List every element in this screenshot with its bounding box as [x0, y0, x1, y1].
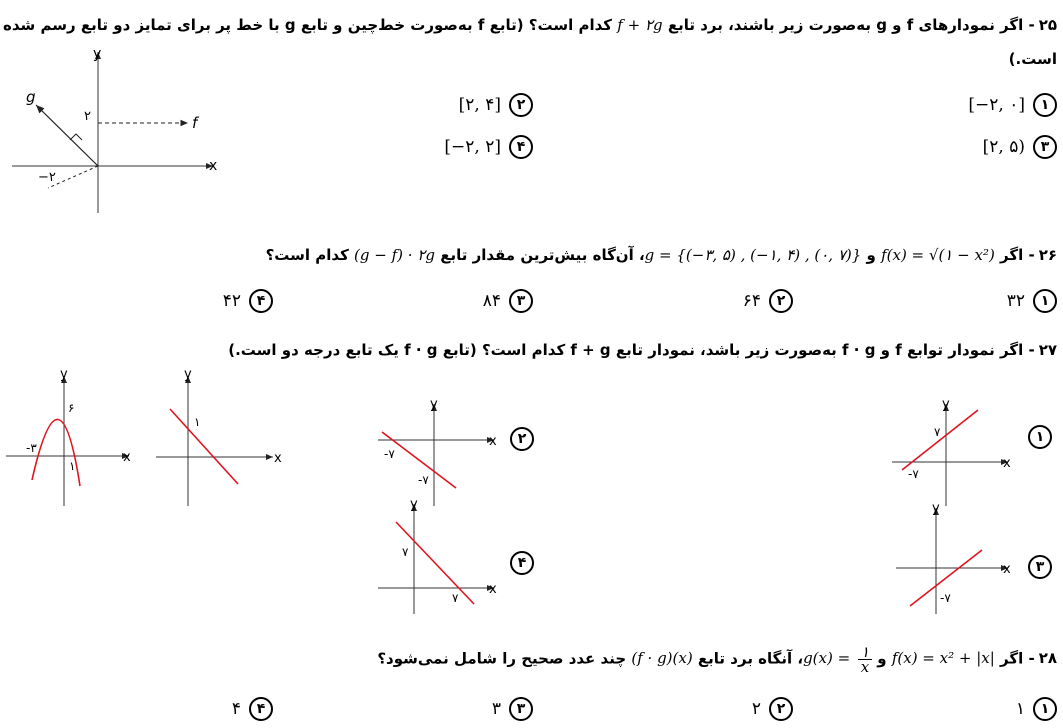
- q27-fg-y-label: y: [60, 367, 68, 382]
- q27-f-y-label: y: [184, 367, 192, 382]
- q27-option-4[interactable]: [510, 550, 534, 576]
- q26-option-3[interactable]: [483, 288, 533, 314]
- q26-stem-a: - اگر: [1000, 246, 1035, 264]
- q27-option-2-badge: ۲: [510, 427, 534, 451]
- q26-option-4[interactable]: [223, 288, 273, 314]
- q25-label-2: ۲: [84, 109, 91, 124]
- q27-o2-y-label: y: [430, 397, 438, 412]
- q26-stem-b: ، آن‌گاه بیش‌ترین مقدار تابع: [440, 246, 645, 264]
- q27-option-1[interactable]: [1028, 424, 1052, 450]
- q25-stem-c: است.): [1008, 50, 1057, 68]
- q26-stem: [266, 244, 1057, 266]
- q25-option-4[interactable]: [444, 134, 533, 160]
- q27-o2-label-b: -۷: [418, 473, 429, 487]
- q28-gx-num: ۱: [858, 645, 872, 660]
- q25-stem-line1: [3, 14, 1057, 36]
- q25-y-label: y: [93, 46, 102, 62]
- q28-option-2[interactable]: [752, 696, 793, 722]
- q28-option-1-badge: ۱: [1033, 697, 1057, 721]
- q26-option-4-text: ۴۲: [222, 291, 241, 311]
- q25-graph: [8, 48, 228, 218]
- q28-option-4-text: ۴: [231, 699, 241, 719]
- q27-o1-label-7: ۷: [934, 425, 941, 439]
- q28-fx: f(x) = x² + |x|: [891, 649, 995, 668]
- q27-fg-label-neg3: -۳: [26, 441, 37, 455]
- q27-o2-x-label: x: [489, 434, 497, 449]
- q28-option-2-text: ۲: [751, 699, 761, 719]
- q27-o3-y-label: y: [932, 501, 940, 516]
- q28-gx-left: g(x) =: [803, 649, 851, 667]
- q25-stem-b: کدام است؟ (تابع f به‌صورت خط‌چین و تابع g با خط پر برای تمایز دو تابع رسم شده: [3, 16, 613, 34]
- q28-number: ۲۸: [1038, 649, 1057, 668]
- q28-option-2-badge: ۲: [769, 697, 793, 721]
- q25-stem-a: - اگر نمودارهای f و g به‌صورت زیر باشند، برد تابع: [667, 16, 1035, 34]
- q27-o2-label-a: -۷: [384, 447, 395, 461]
- q28-expr: (f · g)(x): [631, 649, 693, 668]
- q25-stem-line2: [1009, 48, 1057, 70]
- q26-option-3-badge: ۳: [509, 289, 533, 313]
- q28-option-1-text: ۱: [1015, 699, 1025, 719]
- q28-stem-a: - اگر: [1000, 649, 1035, 668]
- q27-f-x-label: x: [274, 451, 282, 466]
- q27-o1-y-label: y: [942, 397, 950, 412]
- q27-stem: [228, 339, 1057, 361]
- q28-stem-b: ، آنگاه برد تابع: [697, 649, 804, 668]
- q26-option-1-badge: ۱: [1033, 289, 1057, 313]
- q27-f-line: [170, 409, 238, 484]
- q27-o3-x-label: x: [1003, 562, 1011, 577]
- q25-option-3[interactable]: [983, 134, 1057, 160]
- q27-option-4-badge: ۴: [510, 551, 534, 575]
- q26-and: و: [866, 246, 876, 264]
- q25-g-label: g: [26, 88, 36, 106]
- q28-gx-den: x: [860, 657, 870, 676]
- q26-option-2[interactable]: [743, 288, 793, 314]
- q27-number: ۲۷: [1038, 341, 1057, 359]
- q26-fx: f(x) = √(۱ − x²): [881, 246, 995, 264]
- q25-option-2[interactable]: [459, 92, 533, 118]
- q25-label-neg2: −۲: [38, 170, 56, 185]
- q26-option-1-text: ۳۲: [1006, 291, 1025, 311]
- q26-option-3-text: ۸۴: [482, 291, 501, 311]
- q26-expr: (g − f) · ۲g: [354, 246, 435, 264]
- q27-graph-fg: [4, 368, 144, 508]
- q28-gx-fraction: [858, 642, 872, 676]
- q25-right-angle: [70, 134, 82, 140]
- q27-option-1-graph: [890, 397, 1020, 510]
- q27-graph-f: [148, 368, 288, 508]
- q27-option-3[interactable]: [1028, 554, 1052, 580]
- q28-option-3[interactable]: [492, 696, 533, 722]
- q27-o4-label-y7: ۷: [402, 545, 409, 559]
- q26-stem-c: کدام است؟: [265, 246, 349, 264]
- q27-f-label-1: ۱: [194, 415, 201, 429]
- q28-and: و: [877, 649, 887, 668]
- q25-number: ۲۵: [1038, 16, 1057, 34]
- q28-option-4-badge: ۴: [249, 697, 273, 721]
- q26-option-2-text: ۶۴: [742, 291, 761, 311]
- q25-option-1[interactable]: [968, 92, 1057, 118]
- q27-o4-y-label: y: [410, 497, 418, 512]
- q27-option-1-badge: ۱: [1028, 425, 1052, 449]
- q27-option-3-badge: ۳: [1028, 555, 1052, 579]
- q27-option-3-graph: [890, 500, 1020, 615]
- q27-o1-line: [902, 410, 978, 470]
- q27-o4-x-label: x: [489, 582, 497, 597]
- q27-o1-label-neg7: -۷: [908, 467, 919, 481]
- q28-option-4[interactable]: [232, 696, 273, 722]
- q27-fg-parabola: [32, 419, 80, 486]
- q25-option-3-badge: ۳: [1033, 135, 1057, 159]
- q27-o1-x-label: x: [1003, 456, 1011, 471]
- q27-fg-x-label: x: [123, 450, 131, 465]
- q27-option-4-graph: [376, 497, 506, 615]
- q26-g-set: g = {(−۳, ۵) , (−۱, ۴) , (۰, ۷)}: [644, 246, 862, 264]
- q28-gx: [803, 644, 872, 674]
- q27-o4-label-x7: ۷: [452, 591, 459, 605]
- q25-option-4-text: [−۲, ۲]: [444, 137, 501, 157]
- q25-f-label: f: [192, 114, 198, 132]
- q25-option-2-badge: ۲: [509, 93, 533, 117]
- q28-option-1[interactable]: [1016, 696, 1057, 722]
- q25-option-4-badge: ۴: [509, 135, 533, 159]
- q27-fg-label-1: ۱: [69, 459, 76, 473]
- q27-stem-text: - اگر نمودار توابع f و f · g به‌صورت زیر باشد، نمودار تابع f + g کدام است؟ (تابع f · g یک تابع درجه دو است.): [228, 341, 1035, 359]
- q27-option-2[interactable]: [510, 426, 534, 452]
- q27-o4-line: [396, 522, 474, 604]
- q28-option-3-text: ۳: [491, 699, 501, 719]
- q25-option-2-text: [۲, ۴]: [458, 95, 501, 115]
- q25-option-3-text: [۲, ۵): [982, 137, 1025, 157]
- q26-number: ۲۶: [1038, 246, 1057, 264]
- q28-stem-c: چند عدد صحیح را شامل نمی‌شود؟: [377, 649, 627, 668]
- q27-o3-label-neg7: -۷: [940, 591, 951, 605]
- q26-option-2-badge: ۲: [769, 289, 793, 313]
- q25-option-1-text: [−۲, ۰]: [968, 95, 1025, 115]
- q26-option-1[interactable]: [1007, 288, 1057, 314]
- q27-option-2-graph: [376, 397, 506, 510]
- q28-stem: [377, 644, 1057, 674]
- q26-option-4-badge: ۴: [249, 289, 273, 313]
- q28-option-3-badge: ۳: [509, 697, 533, 721]
- q25-x-label: x: [209, 158, 218, 174]
- q25-expr: f + ۲g: [617, 16, 663, 34]
- q27-fg-label-6: ۶: [68, 401, 75, 415]
- q25-option-1-badge: ۱: [1033, 93, 1057, 117]
